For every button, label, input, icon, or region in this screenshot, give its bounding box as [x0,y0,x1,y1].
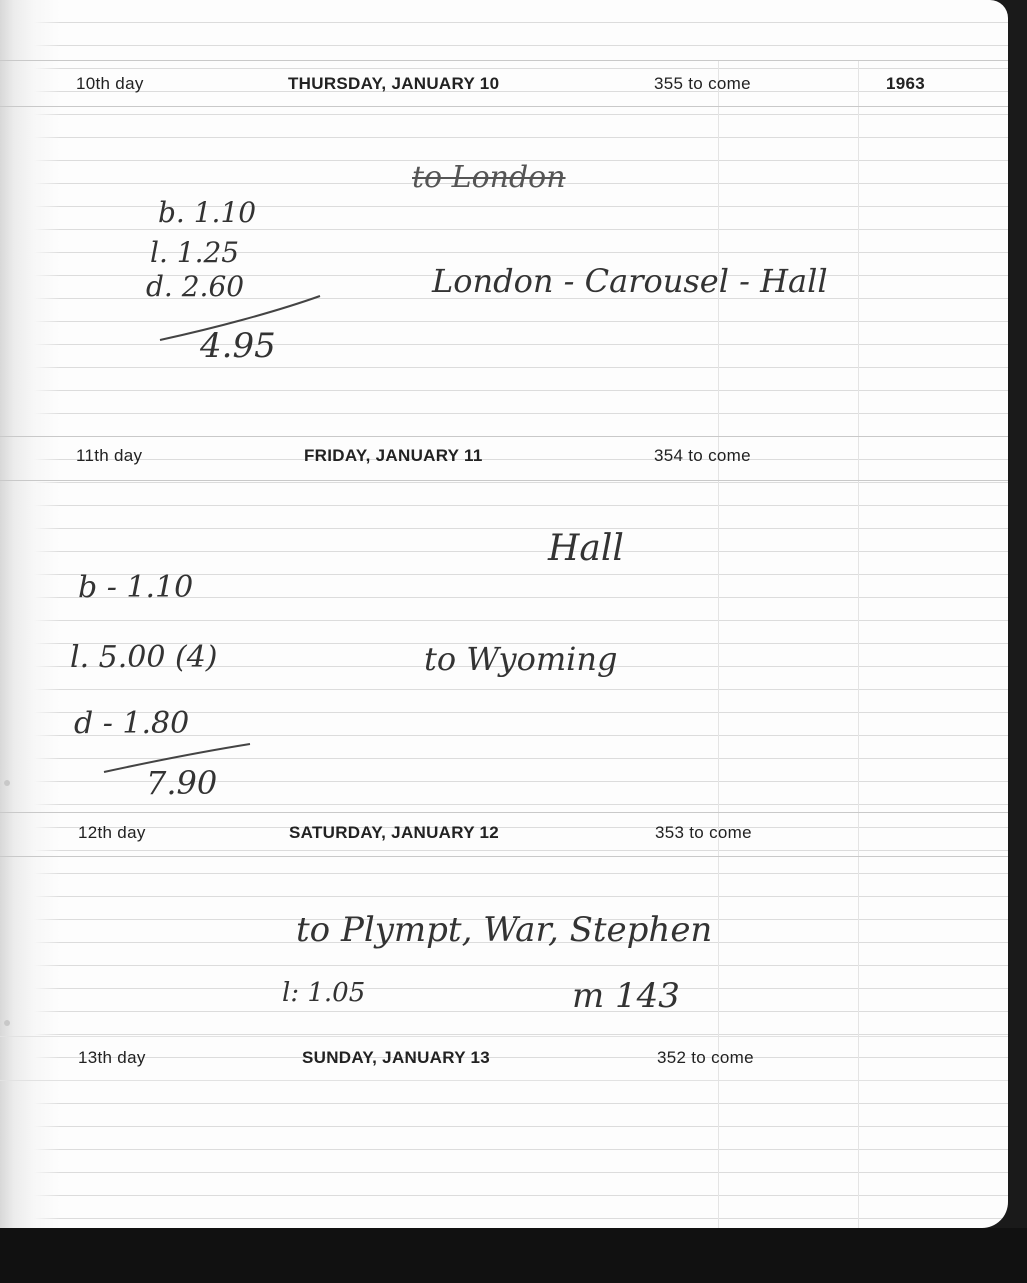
binding-hole [4,1020,10,1026]
header-rule [0,480,1008,481]
day-number: 10th day [76,74,144,93]
day-number: 11th day [76,446,143,465]
header-rule [0,436,1008,437]
date-title: THURSDAY, JANUARY 10 [288,74,500,93]
day-header [0,444,1008,468]
handwritten-tally-line: l. 5.00 (4) [70,640,218,675]
handwritten-route: London - Carousel - Hall [432,262,828,300]
handwritten-name: Hall [548,528,624,569]
day-header [0,821,1008,845]
handwritten-lunch: l: 1.05 [282,978,366,1008]
day-header [0,1046,1008,1070]
handwritten-total: 4.95 [200,326,276,366]
header-rule [0,1036,1008,1037]
handwritten-total: 7.90 [146,764,218,802]
header-rule [0,60,1008,61]
header-rule [0,856,1008,857]
handwritten-tally-line: b - 1.10 [78,570,194,605]
day-number: 13th day [78,1048,146,1067]
days-remaining: 352 to come [657,1048,754,1067]
header-rule [0,106,1008,107]
handwritten-mileage: m 143 [572,976,680,1016]
day-header [0,72,1008,96]
handwritten-crossed-out: to London [412,160,566,195]
header-rule [0,812,1008,813]
date-title: FRIDAY, JANUARY 11 [304,446,483,465]
date-title: SUNDAY, JANUARY 13 [302,1048,491,1067]
binding-hole [4,780,10,786]
handwritten-tally-line: l. 1.25 [150,236,240,269]
handwritten-route: to Plympt, War, Stephen [296,910,713,950]
days-remaining: 355 to come [654,74,751,93]
date-title: SATURDAY, JANUARY 12 [289,823,500,842]
handwritten-tally-line: d. 2.60 [146,270,245,303]
header-rule [0,1080,1008,1081]
handwritten-tally-line: b. 1.10 [158,196,257,229]
handwritten-tally-line: d - 1.80 [74,706,190,741]
days-remaining: 354 to come [654,446,751,465]
year: 1963 [886,74,926,93]
handwritten-route: to Wyoming [424,640,618,678]
page-shadow [0,1228,1027,1283]
day-number: 12th day [78,823,146,842]
days-remaining: 353 to come [655,823,752,842]
